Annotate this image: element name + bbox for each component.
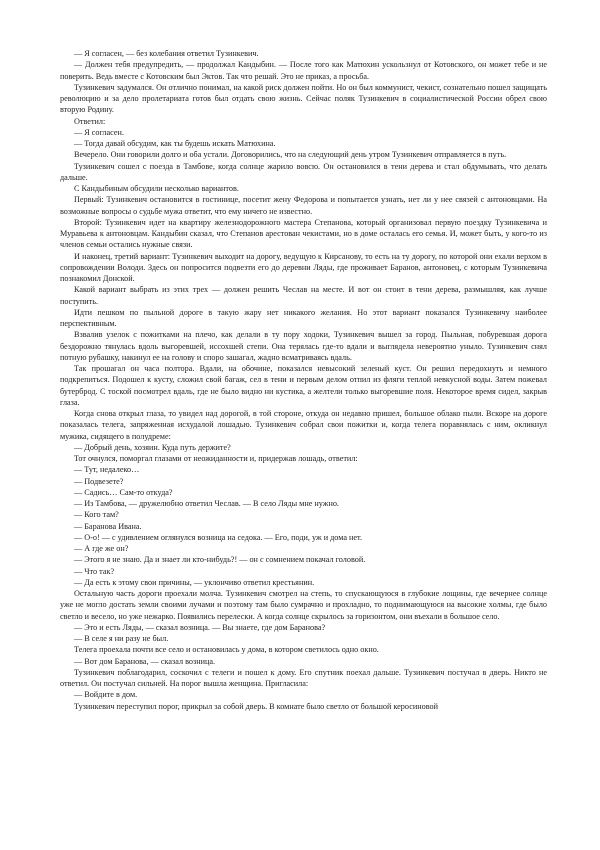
paragraph: Вечерело. Они говорили долго и оба устали. Договорились, что на следующий день утром Тузинкевич отправляется в путь. (74, 150, 507, 160)
paragraph: Тузинкевич задумался. Он отлично понимал, на какой риск должен пойти. Но он был коммунист, чекист, сознательно пошел защищать революцию и за дело пролетариата готов был отдать свою жизнь. Сейчас поляк Тузинкевич в социалистической России обрел свою вторую Родину. (60, 82, 547, 115)
paragraph: Первый: Тузинкевич остановится в гостинице, посетит жену Федорова и попытается узнать, нет ли у нее связей с антоновцами. На возможные вопросы о судьбе мужа ответит, что ему ничего не известно. (60, 195, 547, 216)
paragraph: — В селе я ни разу не был. (74, 634, 169, 643)
paragraph: Тузинкевич сошел с поезда в Тамбове, когда солнце жарило вовсю. Он остановился в тени дерева и стал обдумывать, что делать дальше. (60, 161, 547, 182)
paragraph: Так прошагал он часа полтора. Вдали, на обочине, показался невысокий зеленый куст. Он решил передохнуть и немного подкрепиться. Подошел к кусту, сложил свой багаж, сел в тени и первым делом отпил из фляги теплой невкусной воды. Затем пожевал бутерброд. С тоской посмотрел вдаль, где не было видно ни кустика, а желтели только выгоревшие поля. Некоторое время сидел, закрыв глаза. (60, 364, 547, 407)
paragraph: — Этого я не знаю. Да и знает ли кто-нибудь?! — он с сомнением покачал головой. (74, 555, 366, 565)
paragraph: Когда снова открыл глаза, то увидел над дорогой, в той стороне, откуда он недавно пришел, большое облако пыли. Вскоре на дороге показалась телега, запряженная исхудалой лошадью. Тузинкевич собрал свои пожитки и, когда телега поравнялась с ним, окликнул мужика, сидящего в полудреме: (60, 409, 547, 441)
paragraph: — Я согласен. (74, 127, 124, 137)
paragraph: — Должен тебя предупредить, — продолжал Кандыбин. — После того как Матюхин ускользнул от Котовского, он может тебе и не поверить. Ведь вместе с Котовским был Эктов. Так что решай. Это не приказ, а просьба. (60, 60, 547, 81)
paragraph: И наконец, третий вариант: Тузинкевич выходит на дорогу, ведущую к Кирсанову, то есть на ту дорогу, по которой они ехали верхом в сопровождении Володи. Здесь он попросится подвезти его до деревни Ляды, где проживает Баранов, антоновец, с которым Тузинкевича познакомил Донской. (60, 251, 547, 283)
paragraph: — Садись… Сам-то откуда? (74, 487, 173, 497)
paragraph: Тузинкевич поблагодарил, соскочил с телеги и пошел к дому. Его спутник поехал дальше. Тузинкевич постучал в дверь. Никто не ответил. Он постучал сильней. На порог вышла женщина. Пригласила: (60, 667, 547, 688)
paragraph: Взвалив узелок с пожитками на плечо, как делали в ту пору ходоки, Тузинкевич вышел за город. Пыльная, побуревшая дорога бездорожно тянулась вдоль выгоревшей, иссохшей степи. Она терялась где-то вдали и выглядела невероятно уныло. Тузинкевич снял потную рубашку, накинул ее на голову и споро зашагал, жадно всматриваясь вдаль. (60, 330, 547, 362)
paragraph: — Подвезете? (74, 476, 124, 486)
paragraph: Телега проехала почти все село и остановилась у дома, в котором светилось одно окно. (74, 645, 379, 655)
paragraph: Второй: Тузинкевич идет на квартиру железнодорожного мастера Степанова, который организовал первую поездку Тузинкевича и Муравьева к антоновцам. Кандыбин сказал, что Степанов арестован чекистами, но в доме осталась его семья. И, может быть, у кого-то из членов семьи остались нужные связи. (60, 217, 547, 250)
paragraph: — Да есть к этому свои причины, — уклончиво ответил крестьянин. (74, 577, 315, 587)
paragraph: — Добрый день, хозяин. Куда путь держите? (74, 442, 231, 452)
paragraph: — О-о! — с удивлением оглянулся возница на седока. — Его, поди, уж и дома нет. (74, 532, 363, 542)
paragraph: — Баранова Ивана. (74, 521, 142, 531)
paragraph: Какой вариант выбрать из этих трех — должен решить Чеслав на месте. И вот он стоит в тени дерева, размышляя, как лучше поступить. (60, 285, 547, 306)
paragraph: — Что так? (74, 566, 115, 576)
paragraph: — Кого там? (74, 510, 119, 520)
document-page (60, 48, 547, 712)
paragraph: Тот очнулся, поморгал глазами от неожиданности и, придержав лошадь, ответил: (74, 454, 358, 463)
paragraph: — Это и есть Ляды, — сказал возница. — Вы знаете, где дом Баранова? (74, 622, 326, 632)
paragraph: — А где же он? (74, 544, 129, 553)
paragraph: — Тогда давай обсудим, как ты будешь искать Матюхина. (74, 139, 276, 148)
paragraph: Ответил: (74, 116, 106, 126)
paragraph: — Из Тамбова, — дружелюбно ответил Чеслав. — В село Ляды мне нужно. (74, 499, 339, 508)
paragraph: — Тут, недалеко… (74, 465, 140, 475)
paragraph: Остальную часть дороги проехали молча. Тузинкевич смотрел на степь, то спускающуюся в глубокие лощины, где вечернее солнце уже не могло достать земли своими лучами и поэтому там было сумрачно и прохладно, то поднимающуюся на высокие холмы, где было светло и весело, но уже нежарко. Появились перелески. А когда солнце скрылось за горизонтом, они въехали в большое село. (60, 589, 547, 621)
paragraph: — Я согласен, — без колебания ответил Тузинкевич. (74, 49, 259, 58)
paragraph: С Кандыбиным обсудили несколько вариантов. (74, 184, 239, 193)
paragraph: Идти пешком по пыльной дороге в такую жару нет никакого желания. Но этот вариант показался Тузинкевичу наиболее перспективным. (60, 307, 547, 328)
paragraph: Тузинкевич переступил порог, прикрыл за собой дверь. В комнате было светло от большой керосиновой (74, 701, 438, 711)
paragraph: — Войдите в дом. (74, 690, 138, 700)
paragraph: — Вот дом Баранова, — сказал возница. (74, 656, 216, 666)
